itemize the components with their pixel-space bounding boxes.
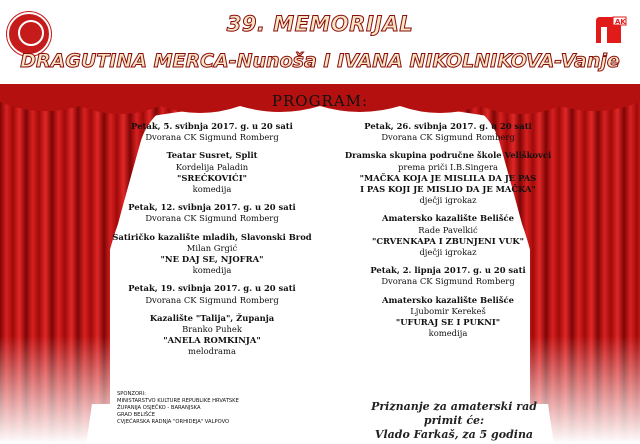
program-heading: PROGRAM: (271, 92, 369, 110)
event-author: Ljubomir Kerekeš (410, 305, 486, 316)
prize-line: Priznanje za amaterski rad primit će: (371, 400, 537, 427)
event-author: Milan Grgić (186, 242, 238, 253)
event-company: Kazalište "Talija", Županja (149, 312, 275, 323)
event-date: Petak, 19. svibnja 2017. g. u 20 sati (128, 283, 296, 294)
event-date: Petak, 12. svibnja 2017. g. u 20 sati (128, 202, 296, 213)
sponsor-item: CVJEĆARSKA RADNJA "ORHIDEJA" VALPOVO (117, 419, 230, 425)
event-play-title: "CRVENKAPA I ZBUNJENI VUK" (371, 235, 525, 246)
program-right-column (342, 121, 554, 339)
event-genre: dječji igrokaz (419, 195, 477, 206)
event-date: Petak, 26. svibnja 2017. g. u 20 sati (364, 121, 532, 131)
event-play-title: "UFURAJ SE I PUKNI" (395, 317, 501, 328)
title-line-1: 39. MEMORIJAL (226, 12, 414, 36)
title-line-2: DRAGUTINA MERCA-Nunoša I IVANA NIKOLNIKOVA-Vanje (20, 50, 620, 72)
svg-text:AK: AK (615, 18, 626, 26)
event-genre: dječji igrokaz (419, 247, 477, 258)
event-date: Petak, 2. lipnja 2017. g. u 20 sati (370, 265, 526, 276)
event-genre: melodrama (188, 346, 236, 357)
sponsor-item: MINISTARSTVO KULTURE REPUBLIKE HRVATSKE (117, 398, 239, 404)
event-company: Teatar Susret, Split (166, 150, 258, 161)
event-venue: Dvorana CK Sigmund Romberg (145, 294, 279, 305)
event-venue: Dvorana CK Sigmund Romberg (145, 132, 279, 143)
event-company: Amatersko kazalište Belišće (382, 294, 514, 305)
prize-note (350, 400, 558, 442)
event-company: Satiričko kazalište mladih, Slavonski Brod (112, 231, 312, 242)
event-play-title: I PAS KOJI JE MISLIO DA JE MAČKA" (360, 184, 536, 195)
event-venue: Dvorana CK Sigmund Romberg (381, 132, 515, 143)
sponsor-item: ŽUPANIJA OSJEČKO - BARANJSKA (117, 405, 201, 411)
program-left-column (112, 121, 312, 358)
event-play-title: "ANELA ROMKINJA" (163, 335, 261, 346)
event-genre: komedija (192, 184, 232, 195)
event-author: prema priči I.B.Singera (398, 161, 498, 172)
event-play-title: "SREĆKOVIĆI" (177, 172, 247, 183)
event-author: Branko Puhek (182, 324, 242, 335)
event-genre: komedija (192, 265, 232, 276)
sponsor-item: GRAD BELIŠĆE (117, 412, 156, 418)
event-venue: Dvorana CK Sigmund Romberg (145, 213, 279, 224)
event-company: Dramska skupina područne škole Veliškovci (344, 150, 552, 161)
event-date: Petak, 5. svibnja 2017. g. u 20 sati (131, 121, 293, 131)
sponsors-list (117, 391, 239, 426)
event-author: Kordelija Paladin (175, 161, 249, 172)
event-play-title: "NE DAJ SE, NJOFRA" (160, 254, 264, 265)
event-play-title: "MAČKA KOJA JE MISLILA DA JE PAS (359, 172, 537, 183)
event-venue: Dvorana CK Sigmund Romberg (381, 276, 515, 287)
event-genre: komedija (428, 328, 468, 339)
event-company: Amatersko kazalište Belišće (382, 213, 514, 224)
event-author: Rade Pavelkić (418, 224, 478, 235)
sponsors-heading: SPONZORI: (117, 391, 146, 397)
prize-recipient: Vlado Farkaš, za 5 godina (374, 428, 534, 441)
